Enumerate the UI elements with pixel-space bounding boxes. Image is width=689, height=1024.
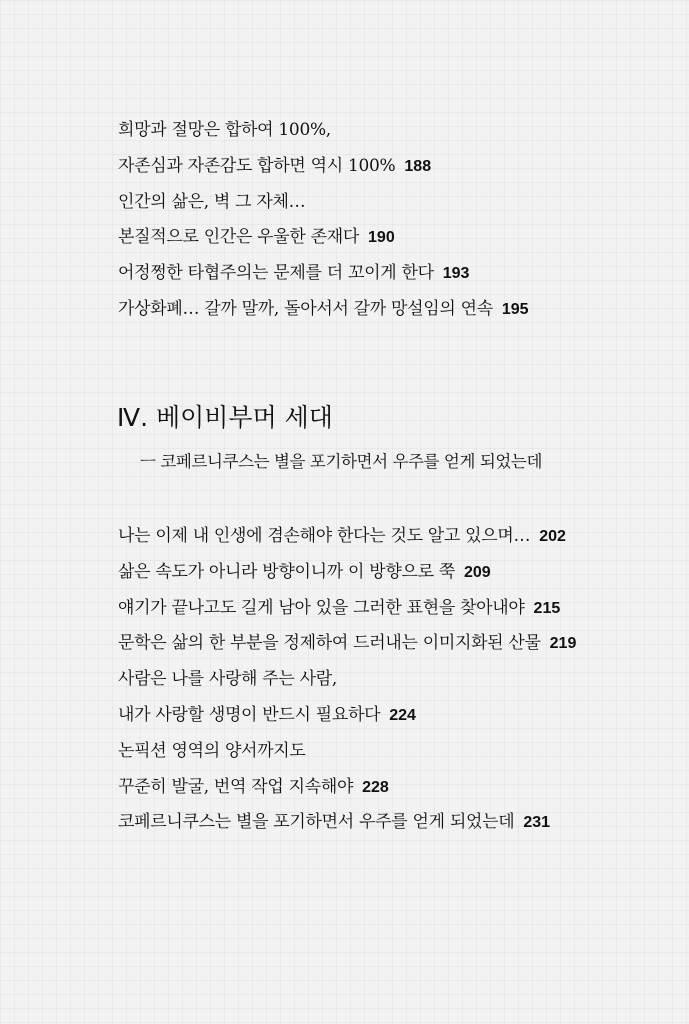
toc-entry: [118, 662, 576, 698]
toc-page-number: 188: [404, 157, 432, 175]
toc-entry-title: 꾸준히 발굴, 번역 작업 지속해야: [118, 776, 354, 797]
toc-entry-title: 논픽션 영역의 양서까지도: [118, 740, 306, 761]
toc-page-number: 219: [549, 635, 577, 653]
toc-entry-title: 어정쩡한 타협주의는 문제를 더 꼬이게 한다: [118, 263, 434, 284]
toc-page-number: 224: [389, 706, 416, 724]
toc-entry: [118, 555, 576, 591]
toc-entry: [118, 149, 529, 185]
toc-page-number: 193: [442, 265, 470, 283]
toc-entry-title: 내가 사랑할 생명이 반드시 필요하다: [118, 704, 381, 725]
toc-entry-title: 얘기가 끝나고도 길게 남아 있을 그러한 표현을 찾아내야: [118, 597, 525, 618]
toc-entry-title: 자존심과 자존감도 합하면 역시 100%: [118, 155, 396, 176]
toc-entry-title: 사람은 나를 사랑해 주는 사람,: [118, 669, 337, 690]
toc-entry-title: 문학은 삶의 한 부분을 정제하여 드러내는 이미지화된 산물: [118, 633, 541, 654]
toc-entry-title: 코페르니쿠스는 별을 포기하면서 우주를 얻게 되었는데: [118, 812, 515, 833]
toc-page-number: 190: [368, 229, 395, 247]
toc-entry: [118, 220, 529, 256]
toc-page-number: 202: [539, 528, 566, 545]
toc-page-number: 231: [523, 814, 551, 832]
toc-entry: [118, 185, 529, 221]
toc-entry-title: 희망과 절망은 합하여 100%,: [118, 120, 331, 140]
toc-page-number: 228: [362, 778, 389, 796]
toc-entry: [118, 591, 576, 627]
toc-page-number: 215: [533, 599, 561, 617]
part-subtitle: ㅡ 코페르니쿠스는 별을 포기하면서 우주를 얻게 되었는데: [140, 452, 543, 471]
toc-entry-title: 삶은 속도가 아니라 방향이니까 이 방향으로 쭉: [118, 561, 455, 582]
toc-list: [118, 519, 576, 841]
toc-entry: [118, 113, 529, 149]
toc-list: [118, 113, 529, 328]
toc-page-number: 209: [463, 563, 491, 581]
toc-entry: [118, 519, 576, 555]
toc-entry: [118, 734, 576, 770]
part-title: Ⅳ. 베이비부머 세대: [117, 403, 333, 432]
toc-page-number: 195: [501, 300, 529, 318]
toc-entry-title: 인간의 삶은, 벽 그 자체…: [118, 191, 306, 212]
toc-entry: [118, 256, 529, 292]
toc-entry: [118, 626, 576, 662]
toc-entry-title: 본질적으로 인간은 우울한 존재다: [118, 227, 360, 248]
toc-entry-title: 나는 이제 내 인생에 겸손해야 한다는 것도 알고 있으며…: [118, 526, 531, 546]
toc-entry: [118, 805, 576, 841]
toc-entry-title: 가상화폐… 갈까 말까, 돌아서서 갈까 망설임의 연속: [118, 298, 493, 319]
toc-entry: [118, 770, 576, 806]
toc-entry: [118, 698, 576, 734]
toc-entry: [118, 292, 529, 328]
